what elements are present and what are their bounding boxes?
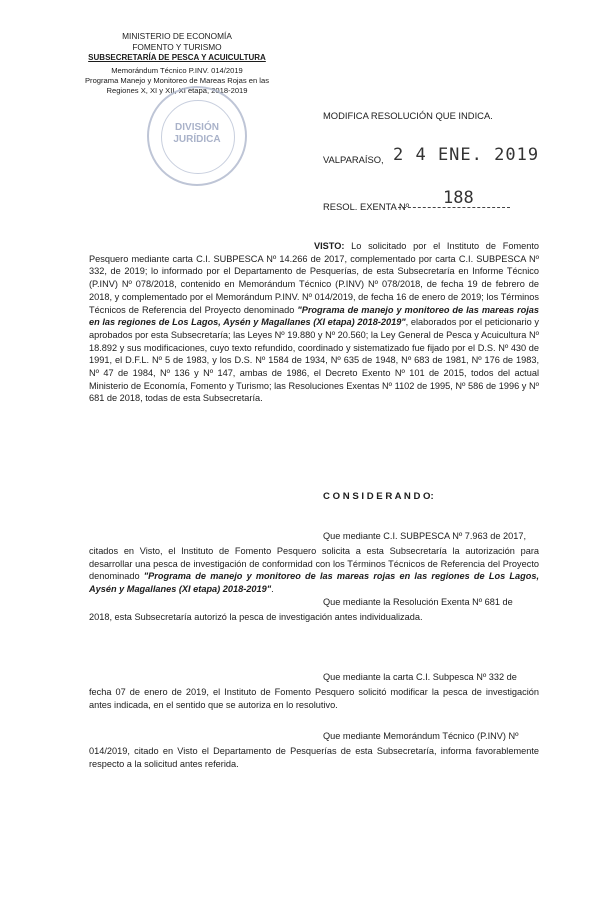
stamp-line-2: JURÍDICA	[173, 134, 221, 145]
considerando-1-end: .	[271, 584, 274, 595]
visto-label: VISTO:	[314, 241, 345, 251]
considerando-1-program-name: "Programa de manejo y monitoreo de las mareas rojas en las regiones de Los Lagos, Aysén y Magallanes (XI etapa) 2018-2019"	[89, 571, 540, 595]
memo-reference: Memorándum Técnico P.INV. 014/2019	[111, 66, 243, 75]
division-juridica-stamp	[147, 86, 247, 186]
considerando-2-first-line: Que mediante la Resolución Exenta Nº 681 de	[323, 597, 513, 607]
resolution-label: RESOL. EXENTA Nº	[323, 201, 410, 212]
document-title: MODIFICA RESOLUCIÓN QUE INDICA.	[323, 110, 493, 121]
considerando-4-first-line: Que mediante Memorándum Técnico (P.INV) Nº	[323, 731, 519, 741]
visto-program-name: "Programa de manejo y monitoreo de las mareas rojas en las regiones de Los Lagos, Aysén y Magallanes (XI etapa) 2018-2019"	[89, 304, 539, 328]
considerando-1-paragraph	[89, 545, 539, 596]
considerando-1-first-line: Que mediante C.I. SUBPESCA Nº 7.963 de 2017,	[323, 531, 527, 541]
stamp-line-1: DIVISIÓN	[175, 122, 219, 133]
visto-text-1: Lo solicitado por el Instituto de Fomento Pesquero mediante carta C.I. SUBPESCA Nº 14.266 de 2017, complementado por carta C.I. SUBPESCA Nº 332, de 2019; lo informado por el Departamento de Pesquerías, de esta Subsecretaría en Informe Técnico (P.INV) Nº 078/2018, contenido en Memorándum Técnico (P.INV) Nº 078/2018, de fecha 19 de febrero de 2018, y complementado por el Memorándum P.INV. Nº 014/2019, de fecha 16 de enero de 2019; los Términos Técnicos de Referencia del Proyecto denominado	[89, 241, 539, 315]
considerando-3-paragraph: fecha 07 de enero de 2019, el Instituto de Fomento Pesquero solicitó modificar la pesca de investigación antes indicada, en el sentido que se autoriza en lo resolutivo.	[89, 687, 539, 710]
considerando-heading: C O N S I D E R A N D O:	[323, 491, 434, 502]
subsecretaria-heading: SUBSECRETARÍA DE PESCA Y ACUICULTURA	[88, 53, 266, 62]
considerando-1-text: citados en Visto, el Instituto de Fomento Pesquero solicita a esta Subsecretaría la autorización para desarrollar una pesca de investigación de conformidad con los Términos Técnicos de Referencia del Proyecto denominado	[89, 546, 539, 582]
considerando-2-paragraph: 2018, esta Subsecretaría autorizó la pesca de investigación antes individualizada.	[89, 612, 423, 622]
ministry-line-2: FOMENTO Y TURISMO	[132, 42, 222, 52]
regions-reference: Regiones X, XI y XII, XI etapa, 2018-2019	[106, 86, 248, 95]
place-label: VALPARAÍSO,	[323, 154, 384, 165]
program-reference: Programa Manejo y Monitoreo de Mareas Rojas en las	[84, 76, 270, 85]
ministry-line: MINISTERIO DE ECONOMÍA	[122, 31, 232, 41]
date-stamp: 2 4 ENE. 2019	[393, 145, 540, 165]
resolution-number: 188	[443, 188, 474, 208]
visto-paragraph	[89, 240, 539, 405]
considerando-3-first-line: Que mediante la carta C.I. Subpesca Nº 332 de	[323, 672, 517, 682]
visto-text-2: , elaborados por el peticionario y aprobados por esta Subsecretaría; las Leyes Nº 19.880 y Nº 20.560; la Ley General de Pesca y Acuicultura Nº 18.892 y sus modificaciones, cuyo texto refundido, coordinado y sistematizado fue fijado por el D.S. Nº 430 de 1991, el D.F.L. Nº 5 de 1983, y los D.S. Nº 1584 de 1934, Nº 635 de 1948, Nº 683 de 1981, Nº 176 de 1983, Nº 47 de 1984, Nº 136 y Nº 147, ambas de 1986, el Decreto Exento Nº 101 de 2015, todos del actual Ministerio de Economía, Fomento y Turismo; las Resoluciones Exentas Nº 1102 de 1995, Nº 586 de 1996 y Nº 681 de 2018, todas de esta Subsecretaría.	[89, 317, 539, 404]
considerando-4-paragraph: 014/2019, citado en Visto el Departamento de Pesquerías de esta Subsecretaría, informa favorablemente respecto a la solicitud antes referida.	[89, 746, 539, 769]
